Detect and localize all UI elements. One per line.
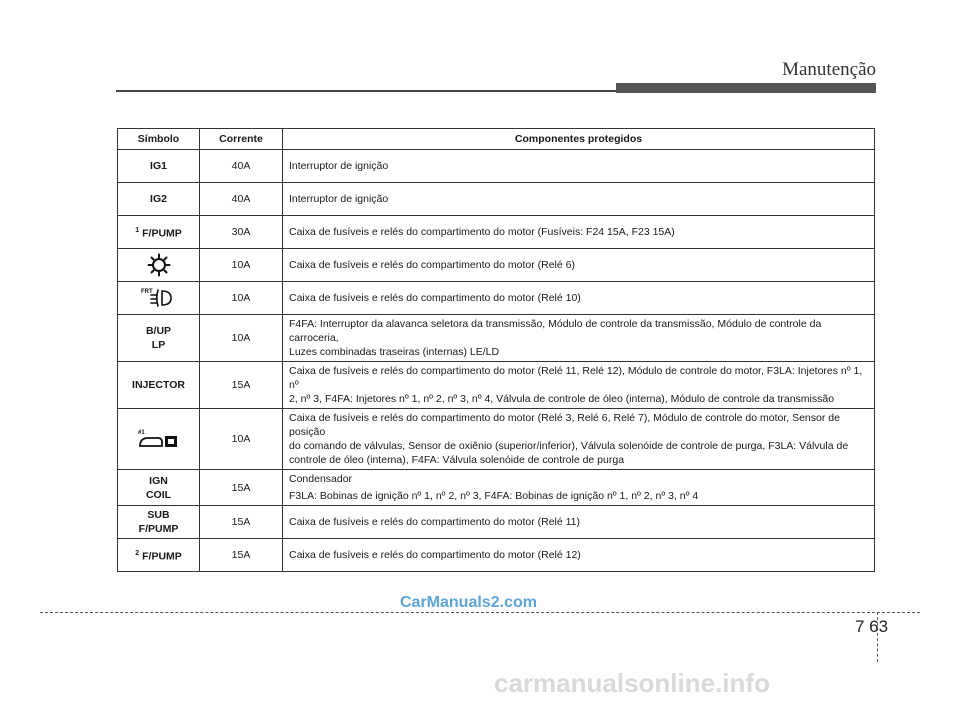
components-line-2: do comando de válvulas, Sensor de oxiênio (superior/inferior), Válvula solenóide de controle de purga, F3LA: Válvula de	[289, 440, 849, 452]
current-cell: 15A	[200, 539, 283, 572]
symbol-superscript: 2	[135, 549, 140, 557]
front-fog-lamp-icon	[139, 286, 179, 310]
components-cell: Caixa de fusíveis e relés do compartimento do motor (Relé 6)	[283, 249, 875, 282]
watermark-carmanualsonline[interactable]: carmanualsonline.info	[494, 668, 770, 698]
components-cell	[283, 470, 875, 506]
symbol-cell: INJECTOR	[118, 362, 200, 409]
components-cell: Caixa de fusíveis e relés do compartimento do motor (Relé 12)	[283, 539, 875, 572]
symbol-text: F/PUMP	[142, 227, 182, 240]
symbol-cell	[118, 470, 200, 506]
symbol-line-1: SUB	[147, 509, 170, 521]
table-row	[118, 282, 875, 315]
current-cell: 40A	[200, 150, 283, 183]
table-header-row	[118, 129, 875, 150]
symbol-cell	[118, 315, 200, 362]
header-rule-thick	[616, 83, 876, 93]
components-cell: Caixa de fusíveis e relés do compartimento do motor (Fusíveis: F24 15A, F23 15A)	[283, 216, 875, 249]
components-cell: Interruptor de ignição	[283, 150, 875, 183]
header-rule-thin	[116, 90, 616, 92]
components-cell	[283, 362, 875, 409]
components-line-2: F3LA: Bobinas de ignição nº 1, nº 2, nº 3, F4FA: Bobinas de ignição nº 1, nº 2, nº 3, nº 4	[289, 490, 699, 502]
symbol-text: F/PUMP	[142, 550, 182, 563]
components-line-3: controle de óleo (interna), F4FA: Válvula solenóide de controle de purga	[289, 454, 625, 466]
components-cell	[283, 409, 875, 470]
current-cell: 10A	[200, 315, 283, 362]
components-line-1: Condensador	[289, 473, 353, 485]
symbol-line-1: B/UP	[145, 325, 172, 337]
components-cell: Caixa de fusíveis e relés do compartimento do motor (Relé 10)	[283, 282, 875, 315]
current-cell: 10A	[200, 249, 283, 282]
table-row	[118, 183, 875, 216]
components-cell: Interruptor de ignição	[283, 183, 875, 216]
current-cell: 15A	[200, 506, 283, 539]
components-cell: Caixa de fusíveis e relés do compartimento do motor (Relé 11)	[283, 506, 875, 539]
symbol-cell	[118, 409, 200, 470]
symbol-cell	[118, 216, 200, 249]
table-row	[118, 362, 875, 409]
engine-sensor-icon	[136, 426, 182, 452]
current-cell: 10A	[200, 282, 283, 315]
symbol-line-2: LP	[151, 339, 166, 351]
footer-dashed-rule	[40, 612, 920, 613]
current-cell: 30A	[200, 216, 283, 249]
symbol-cell: IG2	[118, 183, 200, 216]
column-header-components: Componentes protegidos	[283, 129, 875, 150]
table-row	[118, 249, 875, 282]
current-cell: 15A	[200, 362, 283, 409]
components-line-2: Luzes combinadas traseiras (internas) LE/LD	[289, 346, 500, 358]
table-row	[118, 470, 875, 506]
components-line-1: Caixa de fusíveis e relés do compartimento do motor (Relé 11, Relé 12), Módulo de controle do motor, F3LA: Injetores nº 1, nº	[289, 365, 863, 391]
table-row	[118, 409, 875, 470]
engine-cooling-fan-icon	[147, 253, 171, 277]
icon-label: #1	[137, 430, 145, 436]
symbol-line-2: F/PUMP	[138, 523, 179, 535]
symbol-cell	[118, 539, 200, 572]
symbol-line-2: COIL	[145, 488, 172, 501]
table-row	[118, 216, 875, 249]
symbol-cell	[118, 282, 200, 315]
table-row	[118, 506, 875, 539]
symbol-cell	[118, 506, 200, 539]
symbol-cell	[118, 249, 200, 282]
current-cell: 15A	[200, 470, 283, 506]
symbol-cell: IG1	[118, 150, 200, 183]
current-cell: 10A	[200, 409, 283, 470]
components-line-1: F4FA: Interruptor da alavanca seletora da transmissão, Módulo de controle da transmissão, Módulo de controle da carroceria,	[289, 318, 822, 344]
table-row	[118, 315, 875, 362]
components-line-2: 2, nº 3, F4FA: Injetores nº 1, nº 2, nº 3, nº 4, Válvula de controle de óleo (interna), Módulo de controle da transmissão	[289, 393, 835, 405]
page-header-title: Manutenção	[782, 59, 876, 80]
page-number: 7 63	[855, 617, 889, 636]
icon-label: FRT	[140, 289, 153, 295]
watermark-carmanuals[interactable]: CarManuals2.com	[400, 594, 537, 611]
fuse-table	[117, 128, 875, 572]
components-cell	[283, 315, 875, 362]
current-cell: 40A	[200, 183, 283, 216]
table-row	[118, 539, 875, 572]
table-row	[118, 150, 875, 183]
symbol-line-1: IGN	[149, 474, 168, 487]
symbol-superscript: 1	[135, 226, 140, 234]
components-line-1: Caixa de fusíveis e relés do compartimento do motor (Relé 3, Relé 6, Relé 7), Módulo de controle do motor, Sensor de posição	[289, 412, 840, 438]
column-header-current: Corrente	[200, 129, 283, 150]
column-header-symbol: Símbolo	[118, 129, 200, 150]
